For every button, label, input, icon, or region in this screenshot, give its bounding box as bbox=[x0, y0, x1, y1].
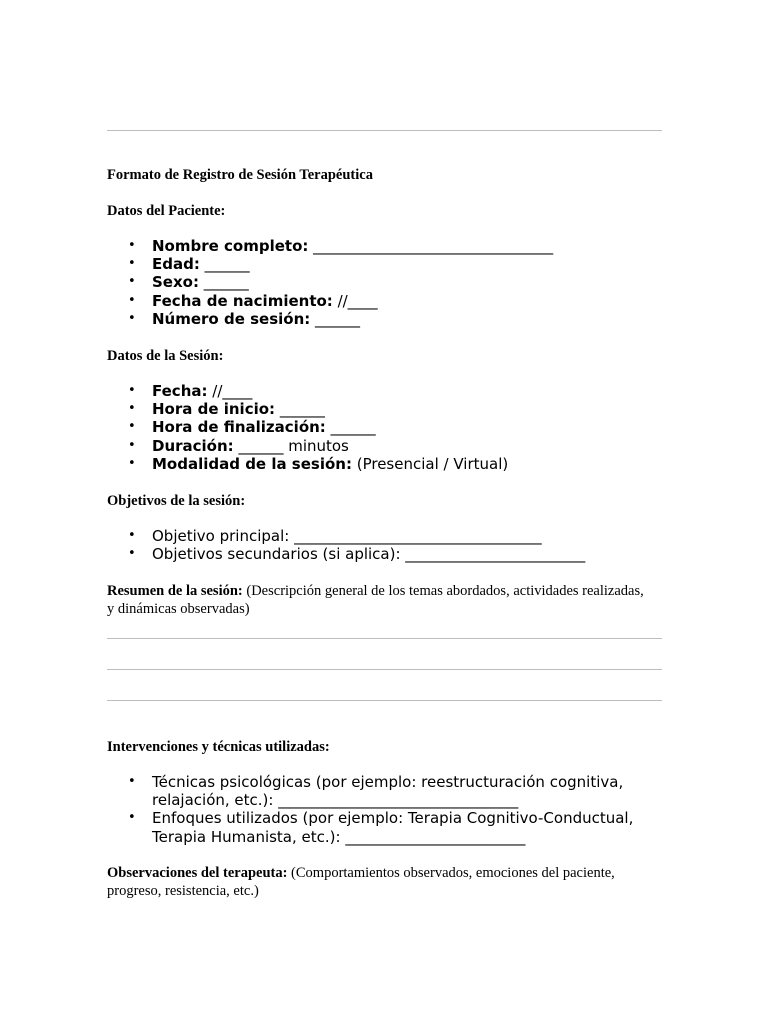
resumen-line-3 bbox=[107, 700, 662, 701]
field-blank: //____ bbox=[332, 291, 378, 310]
objetivos-list bbox=[107, 527, 662, 563]
field-label: Duración: bbox=[152, 436, 234, 455]
section-heading-intervenciones: Intervenciones y técnicas utilizadas: bbox=[107, 739, 330, 755]
field-blank: ______ bbox=[310, 309, 361, 328]
list-item bbox=[152, 455, 662, 473]
list-item bbox=[152, 437, 662, 455]
resumen-label: Resumen de la sesión: bbox=[107, 583, 243, 599]
list-item bbox=[152, 255, 662, 273]
field-label: Sexo: bbox=[152, 273, 199, 292]
field-blank: ______ bbox=[325, 418, 376, 437]
section-heading-sesion: Datos de la Sesión: bbox=[107, 348, 224, 364]
section-heading-paciente: Datos del Paciente: bbox=[107, 203, 226, 219]
field-label: Edad: bbox=[152, 255, 200, 274]
top-rule bbox=[107, 130, 662, 131]
document-title: Formato de Registro de Sesión Terapéutica bbox=[107, 167, 373, 183]
resumen-line-2 bbox=[107, 669, 662, 670]
field-blank: ______ minutos bbox=[233, 436, 349, 455]
list-item: • Técnicas psicológicas (por ejemplo: reestructuración cognitiva, relajación, etc.): ________________________________ bbox=[152, 773, 662, 809]
list-item: • Enfoques utilizados (por ejemplo: Terapia Cognitivo-Conductual, Terapia Humanista, etc.): ________________________ bbox=[152, 809, 662, 845]
list-item: • Objetivos secundarios (si aplica): ________________________ bbox=[152, 545, 662, 563]
paciente-list bbox=[107, 237, 662, 328]
list-item bbox=[152, 382, 662, 400]
field-blank: ______ bbox=[198, 273, 249, 292]
field-label: Nombre completo: bbox=[152, 237, 309, 255]
resumen-paragraph bbox=[107, 582, 647, 618]
field-blank: (Presencial / Virtual) bbox=[351, 454, 509, 473]
field-label: Hora de inicio: bbox=[152, 400, 276, 419]
list-item bbox=[152, 310, 662, 328]
list-item bbox=[152, 400, 662, 418]
field-label: Fecha: bbox=[152, 382, 208, 400]
field-blank: //____ bbox=[207, 382, 253, 400]
field-label: Hora de finalización: bbox=[152, 418, 326, 437]
section-heading-objetivos: Objetivos de la sesión: bbox=[107, 493, 246, 509]
observaciones-text: (Comportamientos observados, emociones del paciente, progreso, resistencia, etc.) bbox=[107, 865, 615, 899]
field-label: Número de sesión: bbox=[152, 309, 311, 328]
list-item bbox=[152, 292, 662, 310]
list-item bbox=[152, 418, 662, 436]
field-label: Fecha de nacimiento: bbox=[152, 291, 333, 310]
field-blank: ________________________________ bbox=[308, 237, 554, 255]
observaciones-paragraph bbox=[107, 864, 647, 900]
observaciones-label: Observaciones del terapeuta: bbox=[107, 865, 288, 881]
list-item bbox=[152, 237, 662, 255]
field-blank: ______ bbox=[275, 400, 325, 419]
field-label: Modalidad de la sesión: bbox=[152, 454, 352, 473]
resumen-line-1 bbox=[107, 638, 662, 639]
sesion-list bbox=[107, 382, 662, 473]
list-item bbox=[152, 273, 662, 291]
resumen-text: (Descripción general de los temas abordados, actividades realizadas, y dinámicas observadas) bbox=[107, 583, 644, 617]
list-item: • Objetivo principal: _________________________________ bbox=[152, 527, 662, 545]
intervenciones-list bbox=[107, 773, 662, 846]
field-blank: ______ bbox=[199, 255, 250, 274]
